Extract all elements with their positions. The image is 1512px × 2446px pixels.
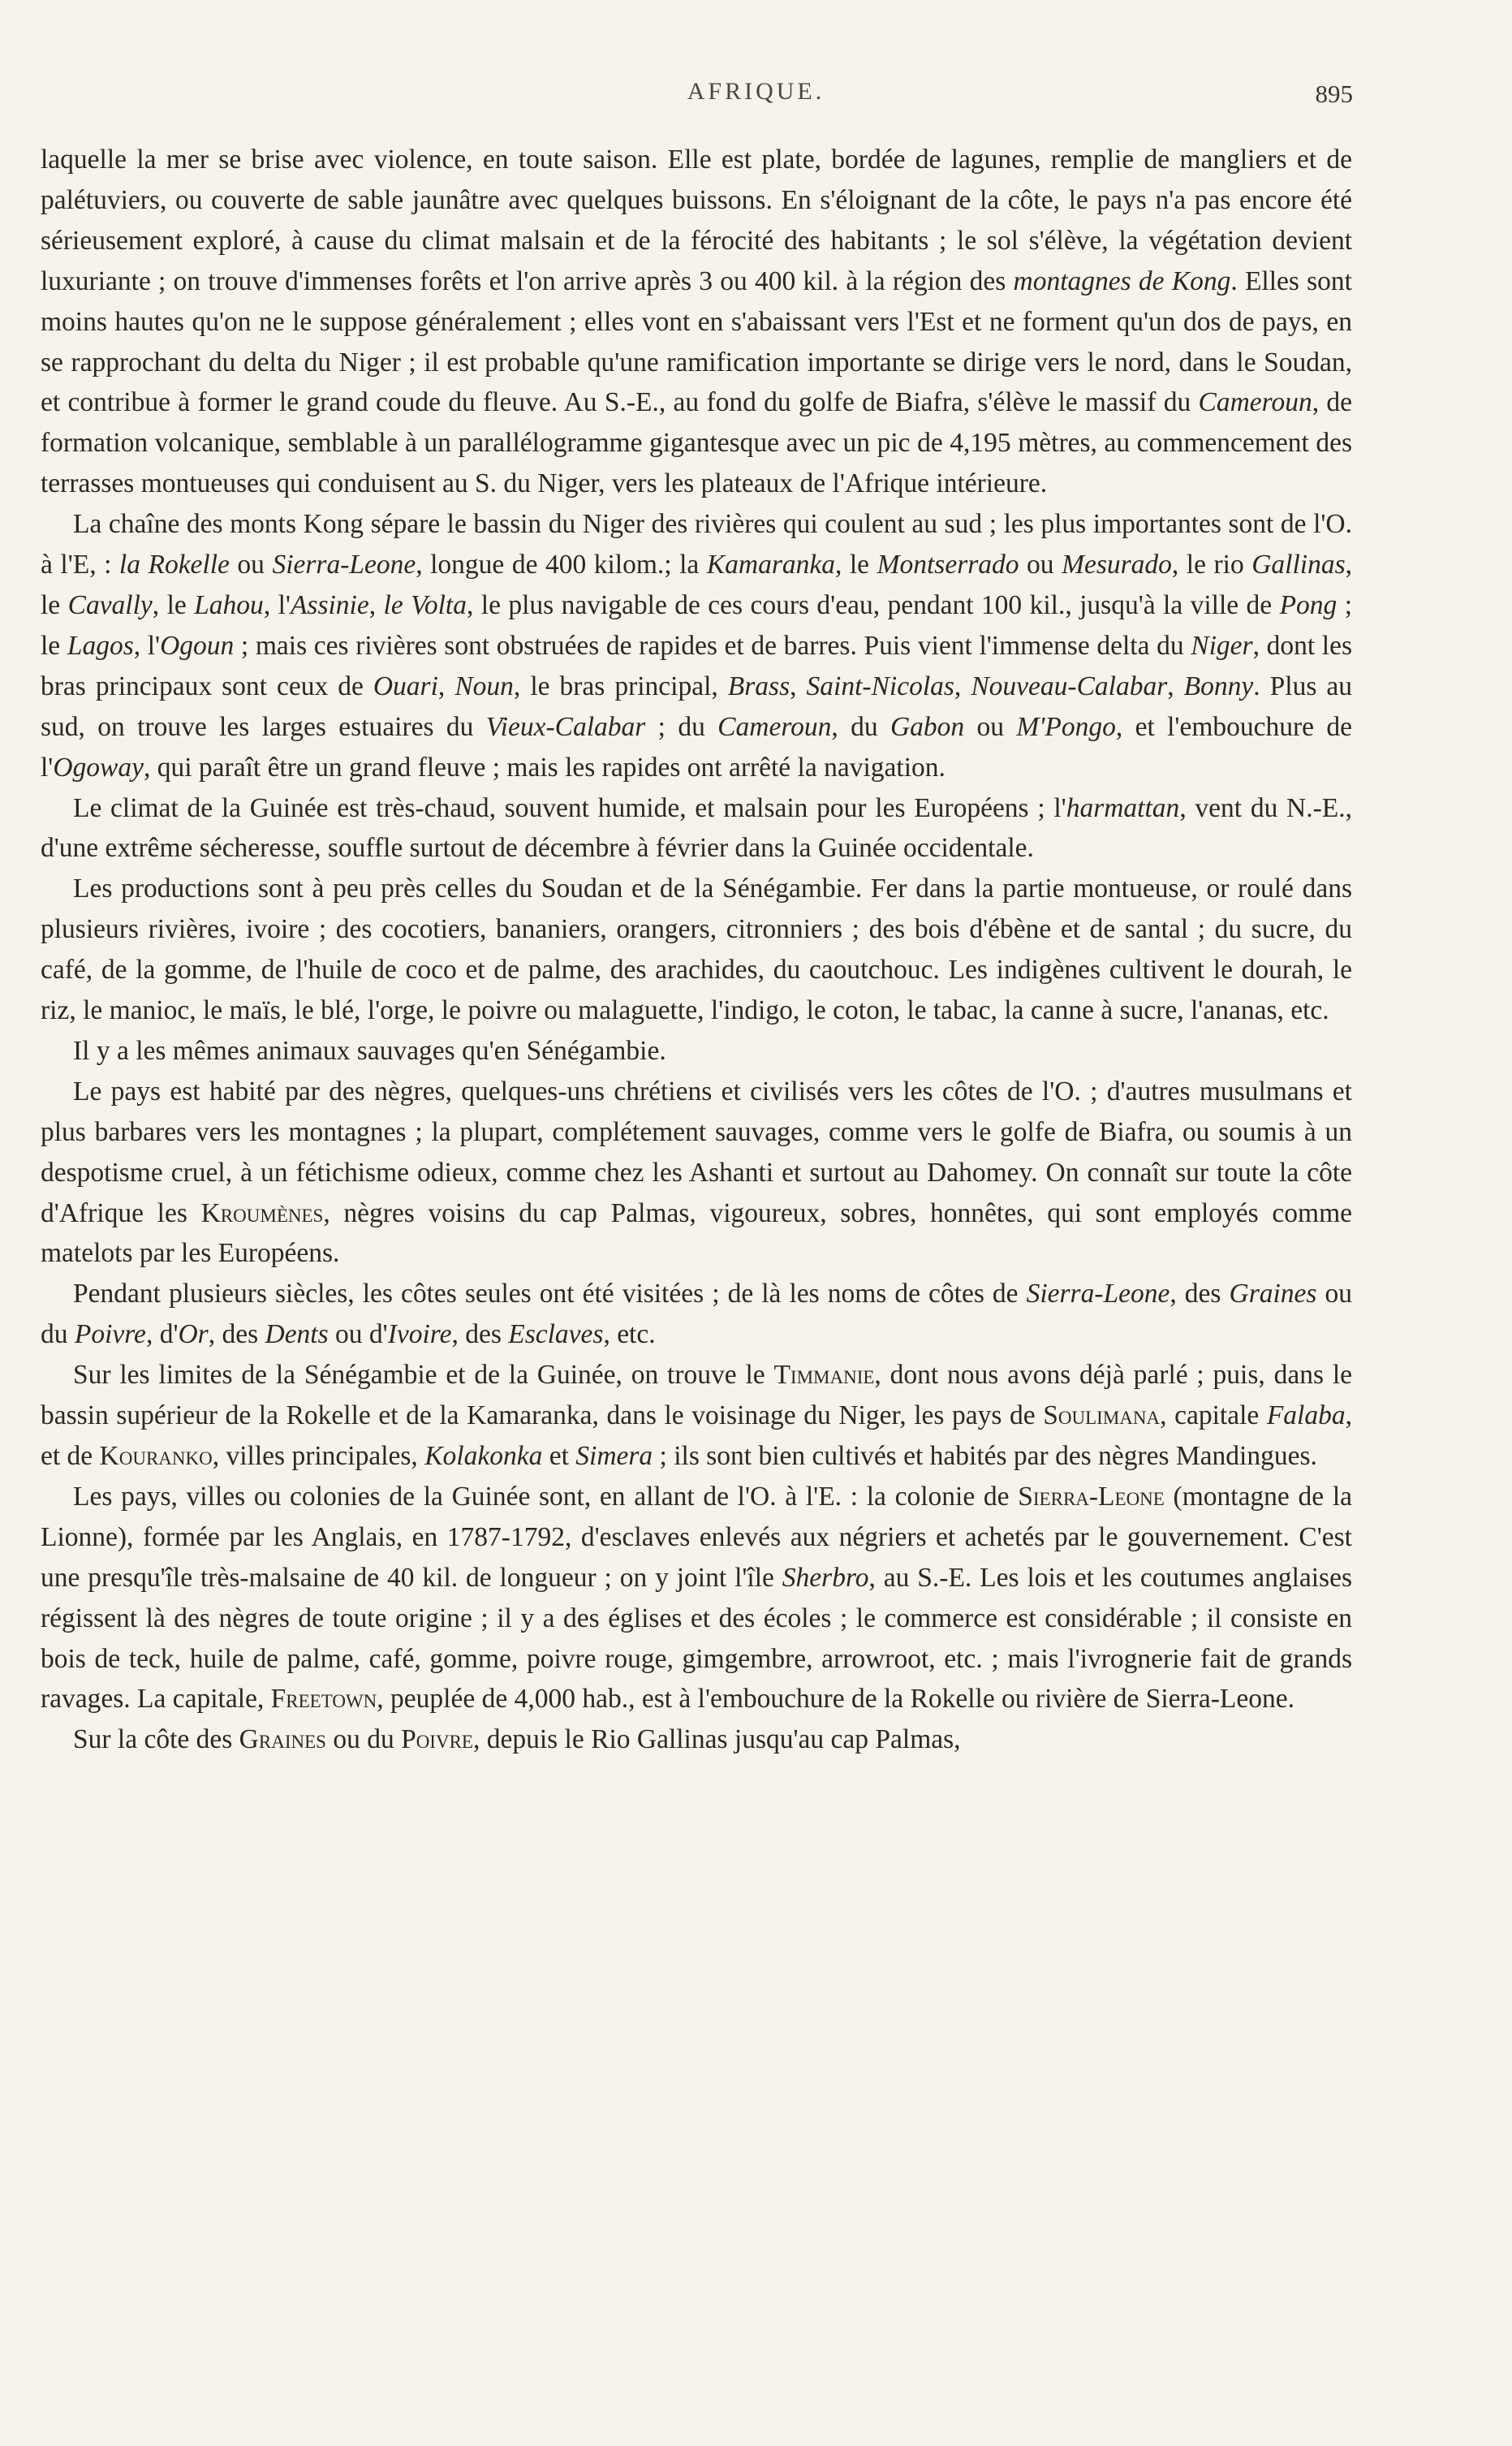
text-run: , le: [41, 550, 1353, 620]
page-header: [0, 78, 1512, 114]
italic-term: Sierra-Leone: [272, 550, 416, 580]
italic-term: Assinie: [290, 589, 369, 620]
text-run: , le bras principal,: [513, 671, 728, 701]
text-run: ; ils sont bien cultivés et habités par des nègres Mandingues.: [653, 1441, 1317, 1471]
text-run: , et l'embouchure de l': [41, 711, 1352, 783]
text-run: Le climat de la Guinée est très-chaud, souvent humide, et malsain pour les Européens ; l': [73, 792, 1066, 823]
italic-term: Or: [178, 1319, 209, 1350]
italic-term: le Volta: [383, 589, 467, 620]
text-run: , de formation volcanique, semblable à un parallélogramme gigantesque avec un pic de 4,195 mètres, au commencement des terrasses montueuses qui conduisent au S. du Niger, vers les plateaux de l'Afrique intérieure.: [41, 387, 1353, 499]
text-run: ou: [964, 711, 1017, 742]
italic-term: M'Pongo: [1016, 711, 1116, 742]
paragraph: [41, 1477, 1352, 1719]
text-run: , le rio: [1171, 550, 1252, 580]
text-run: , du: [831, 711, 890, 742]
text-run: , au S.-E. Les lois et les coutumes anglaises régissent là des nègres de toute origine ; il y a des églises et des écoles ; le commerce est considérable ; il consiste en bois de teck, huile de palme, café, gomme, poivre rouge, gimgembre, arrowroot, etc. ; mais l'ivrognerie fait de grands ravages. La capitale,: [41, 1562, 1352, 1715]
italic-term: Cameroun: [1198, 387, 1312, 418]
italic-term: Cameroun: [717, 711, 832, 742]
small-caps-name: Soulimana: [1043, 1400, 1161, 1431]
italic-term: Ivoire: [387, 1319, 452, 1350]
text-run: ; mais ces rivières sont obstruées de rapides et de barres. Puis vient l'immense delta du: [234, 630, 1191, 661]
text-run: , l': [263, 589, 291, 620]
text-run: ,: [1167, 671, 1184, 701]
italic-term: Gabon: [890, 711, 965, 742]
text-run: , peuplée de 4,000 hab., est à l'embouchure de la Rokelle ou rivière de Sierra-Leone.: [377, 1684, 1294, 1715]
italic-term: Ogoun: [160, 630, 235, 661]
small-caps-name: Kroumènes: [200, 1197, 324, 1228]
italic-term: Falaba: [1266, 1400, 1346, 1431]
paragraph: [41, 504, 1352, 787]
small-caps-name: Freetown: [270, 1684, 377, 1715]
text-run: , villes principales,: [212, 1441, 425, 1471]
italic-term: Nouveau-Calabar: [971, 671, 1168, 701]
text-run: laquelle la mer se brise avec violence, en toute saison. Elle est plate, bordée de lagunes, remplie de mangliers et de palétuviers, ou couverte de sable jaunâtre avec quelques buissons. En s'éloignant de la côte, le pays n'a pas encore été sérieusement exploré, à cause du climat malsain et de la férocité des habitants ; le sol s'élève, la végétation devient luxuriante ; on trouve d'immenses forêts et l'on arrive après 3 ou 400 kil. à la région des: [41, 145, 1352, 296]
text-run: Les productions sont à peu près celles du Soudan et de la Sénégambie. Fer dans la partie montueuse, or roulé dans plusieurs rivières, ivoire ; des cocotiers, bananiers, orangers, citronniers ; des bois d'ébène et de santal ; du sucre, du café, de la gomme, de l'huile de coco et de palme, des arachides, du caoutchouc. Les indigènes cultivent le dourah, le riz, le manioc, le maïs, le blé, l'orge, le poivre ou malaguette, l'indigo, le coton, le tabac, la canne à sucre, l'ananas, etc.: [41, 874, 1352, 1026]
text-run: ,: [437, 671, 455, 701]
text-run: et: [542, 1441, 576, 1471]
small-caps-name: Sierra-Leone: [1018, 1481, 1165, 1512]
text-run: Pendant plusieurs siècles, les côtes seules ont été visitées ; de là les noms de côtes de: [73, 1279, 1027, 1309]
text-run: , dont les bras principaux sont ceux de: [41, 630, 1352, 701]
small-caps-name: Kouranko: [99, 1441, 213, 1471]
paragraph: [41, 140, 1352, 504]
text-run: ,: [790, 671, 807, 701]
text-run: , des: [208, 1319, 265, 1350]
italic-term: Brass: [727, 671, 790, 701]
text-run: , d': [145, 1319, 179, 1350]
italic-term: montagnes de Kong: [1013, 265, 1231, 296]
italic-term: la Rokelle: [118, 550, 230, 580]
text-run: , le: [834, 550, 877, 580]
italic-term: Cavally: [67, 589, 153, 620]
italic-term: Pong: [1279, 589, 1338, 620]
text-run: , nègres voisins du cap Palmas, vigoureux, sobres, honnêtes, qui sont employés comme matelots par les Européens.: [41, 1197, 1352, 1269]
paragraph: [41, 788, 1352, 869]
text-run: , qui paraît être un grand fleuve ; mais les rapides ont arrêté la navigation.: [144, 752, 946, 783]
body-text: [41, 140, 1352, 1760]
text-run: Il y a les mêmes animaux sauvages qu'en Sénégambie.: [73, 1035, 666, 1066]
text-run: , l': [133, 630, 161, 661]
italic-term: Lahou: [194, 589, 264, 620]
italic-term: Esclaves: [508, 1319, 604, 1350]
text-run: ; le: [41, 589, 1353, 661]
text-run: Sur les limites de la Sénégambie et de la Guinée, on trouve le: [73, 1360, 774, 1391]
italic-term: Lagos: [67, 630, 134, 661]
italic-term: Simera: [575, 1441, 653, 1471]
italic-term: Sierra-Leone: [1026, 1279, 1170, 1309]
italic-term: Vieux-Calabar: [485, 711, 646, 742]
italic-term: Montserrado: [877, 550, 1019, 580]
text-run: La chaîne des monts Kong sépare le bassin du Niger des rivières qui coulent au sud ; les plus importantes sont de l'O. à l'E, :: [41, 509, 1352, 580]
text-run: , depuis le Rio Gallinas jusqu'au cap Palmas,: [472, 1724, 961, 1755]
italic-term: Mesurado: [1062, 550, 1172, 580]
text-run: ou du: [325, 1724, 402, 1755]
italic-term: Saint-Nicolas: [806, 671, 954, 701]
italic-term: Sherbro: [782, 1562, 869, 1593]
text-run: , dont nous avons déjà parlé ; puis, dans le bassin supérieur de la Rokelle et de la Kamaranka, dans le voisinage du Niger, les pays de: [41, 1360, 1352, 1431]
small-caps-name: Timmanie: [773, 1360, 875, 1391]
paragraph: [41, 1355, 1352, 1477]
text-run: , vent du N.-E., d'une extrême sécheresse, souffle surtout de décembre à février dans la Guinée occidentale.: [41, 792, 1352, 864]
italic-term: Bonny: [1183, 671, 1254, 701]
paragraph: [41, 1031, 1352, 1072]
page-number: 895: [1315, 80, 1353, 108]
italic-term: Ogoway: [53, 752, 144, 783]
italic-term: harmattan: [1066, 792, 1180, 823]
italic-term: Dents: [265, 1319, 329, 1350]
italic-term: Graines: [1229, 1279, 1317, 1309]
text-run: , longue de 400 kilom.; la: [416, 550, 707, 580]
text-run: , et de: [41, 1400, 1352, 1471]
text-run: , le: [152, 589, 195, 620]
text-run: , des: [1170, 1279, 1230, 1309]
paragraph: [41, 1072, 1352, 1275]
running-title: AFRIQUE.: [687, 78, 825, 105]
text-run: , des: [451, 1319, 509, 1350]
text-run: ou du: [41, 1279, 1352, 1350]
italic-term: Ouari: [373, 671, 438, 701]
italic-term: Noun: [454, 671, 514, 701]
text-run: , etc.: [603, 1319, 656, 1350]
text-run: ,: [954, 671, 971, 701]
small-caps-name: Poivre: [401, 1724, 473, 1755]
text-run: ,: [368, 589, 384, 620]
text-run: (montagne de la Lionne), formée par les Anglais, en 1787-1792, d'esclaves enlevés aux négriers et achetés par le gouvernement. C'est une presqu'île très-malsaine de 40 kil. de longueur ; on y joint l'île: [41, 1481, 1353, 1593]
text-run: . Elles sont moins hautes qu'on ne le suppose généralement ; elles vont en s'abaissant vers l'Est et ne forment qu'un dos de pays, en se rapprochant du delta du Niger ; il est probable qu'une ramification importante se dirige vers le nord, dans le Soudan, et contribue à former le grand coude du fleuve. Au S.-E., au fond du golfe de Biafra, s'élève le massif du: [41, 265, 1352, 418]
text-run: , le plus navigable de ces cours d'eau, pendant 100 kil., jusqu'à la ville de: [466, 589, 1280, 620]
small-caps-name: Graines: [239, 1724, 326, 1755]
italic-term: Kolakonka: [424, 1441, 543, 1471]
text-run: ; du: [645, 711, 718, 742]
text-run: Sur la côte des: [73, 1724, 239, 1755]
paragraph: [41, 869, 1352, 1031]
paragraph: [41, 1274, 1352, 1355]
italic-term: Poivre: [74, 1319, 146, 1350]
text-run: . Plus au sud, on trouve les larges estuaires du: [41, 671, 1353, 742]
italic-term: Gallinas: [1251, 550, 1346, 580]
paragraph: [41, 1719, 1352, 1760]
text-run: ou: [229, 550, 273, 580]
text-run: Les pays, villes ou colonies de la Guinée sont, en allant de l'O. à l'E. : la colonie de: [73, 1481, 1019, 1512]
text-run: ou d': [328, 1319, 388, 1350]
italic-term: Niger: [1191, 630, 1253, 661]
text-run: Le pays est habité par des nègres, quelques-uns chrétiens et civilisés vers les côtes de l'O. ; d'autres musulmans et plus barbares vers les montagnes ; la plupart, complétement sauvages, comme vers le golfe de Biafra, ou soumis à un despotisme cruel, à un fétichisme odieux, comme chez les Ashanti et surtout au Dahomey. On connaît sur toute la côte d'Afrique les: [41, 1076, 1352, 1228]
italic-term: Kamaranka: [706, 550, 835, 580]
text-run: , capitale: [1160, 1400, 1267, 1431]
text-run: ou: [1019, 550, 1062, 580]
